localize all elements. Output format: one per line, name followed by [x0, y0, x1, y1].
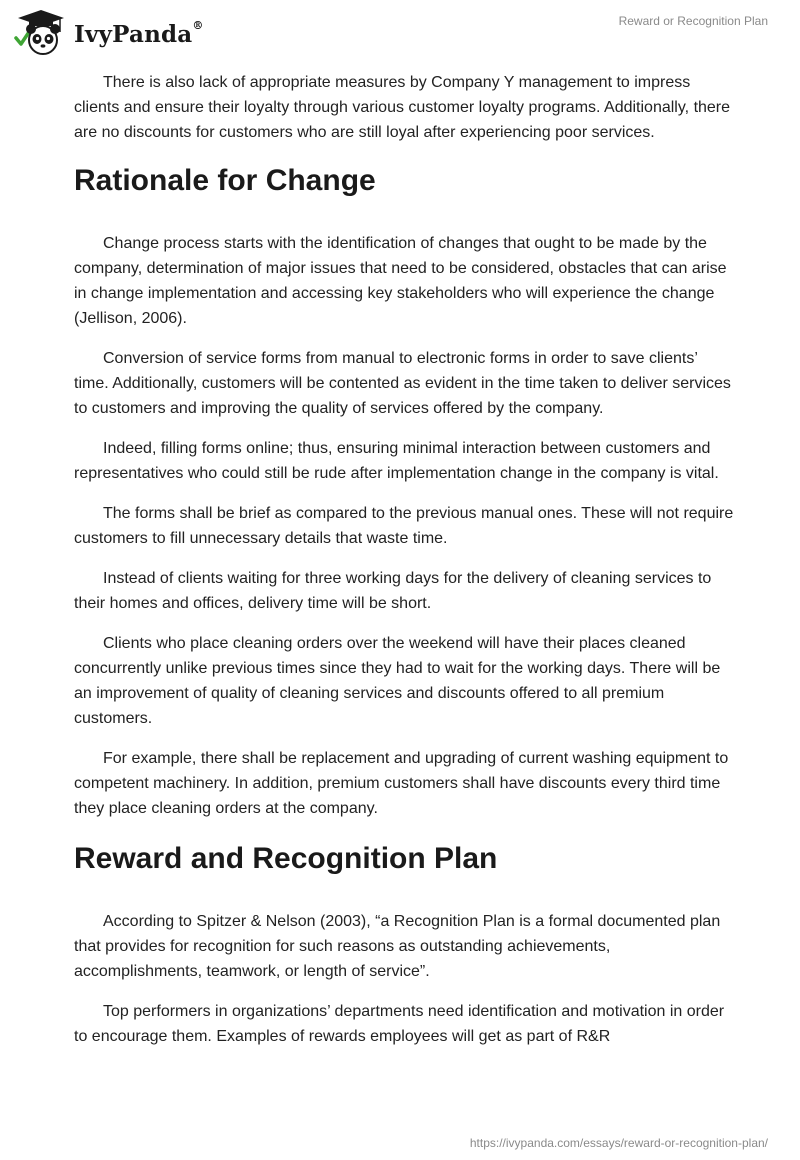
panda-logo-icon — [14, 8, 68, 56]
paragraph: Change process starts with the identification of changes that ought to be made by the company, determination of major issues that need to be considered, obstacles that can arise in change implementation and accessing key stakeholders who will experience the change (Jellison, 2006). — [74, 235, 727, 327]
brand-logo[interactable] — [14, 8, 204, 56]
section-heading-reward-plan: Reward and Recognition Plan — [74, 842, 498, 875]
intro-paragraph: There is also lack of appropriate measures by Company Y management to impress clients and ensure their loyalty through various customer loyalty programs. Additionally, there are no discounts for customers who are still loyal after experiencing poor services. — [74, 74, 731, 141]
paragraph: Clients who place cleaning orders over the weekend will have their places cleaned concurrently unlike previous times since they had to wait for the working days. There will be an improvement of quality of cleaning services and discounts offered to all premium customers. — [74, 635, 721, 727]
page-header — [0, 0, 800, 66]
paragraph: The forms shall be brief as compared to the previous manual ones. These will not require customers to fill unnecessary details that waste time. — [74, 505, 734, 547]
brand-name: IvyPanda® — [74, 18, 204, 48]
section-heading-rationale: Rationale for Change — [74, 164, 376, 197]
source-url-link[interactable]: https://ivypanda.com/essays/reward-or-recognition-plan/ — [469, 1136, 768, 1150]
paragraph: Top performers in organizations’ departments need identification and motivation in order to encourage them. Examples of rewards employees will get as part of R&R — [74, 1003, 725, 1045]
paragraph: According to Spitzer & Nelson (2003), “a Recognition Plan is a formal documented plan that provides for recognition for such reasons as outstanding achievements, accomplishments, teamwork, or length of service”. — [74, 913, 721, 980]
paragraph: Conversion of service forms from manual to electronic forms in order to save clients’ time. Additionally, customers will be contented as evident in the time taken to deliver services to customers and improving the quality of services offered by the company. — [74, 350, 731, 417]
paragraph: For example, there shall be replacement and upgrading of current washing equipment to competent machinery. In addition, premium customers shall have discounts every third time they place cleaning orders at the company. — [74, 750, 729, 817]
paragraph: Indeed, filling forms online; thus, ensuring minimal interaction between customers and representatives who could still be rude after implementation change in the company is vital. — [74, 440, 719, 482]
essay-content — [74, 70, 734, 1064]
paragraph: Instead of clients waiting for three working days for the delivery of cleaning services to their homes and offices, delivery time will be short. — [74, 570, 712, 612]
document-title: Reward or Recognition Plan — [618, 14, 768, 28]
